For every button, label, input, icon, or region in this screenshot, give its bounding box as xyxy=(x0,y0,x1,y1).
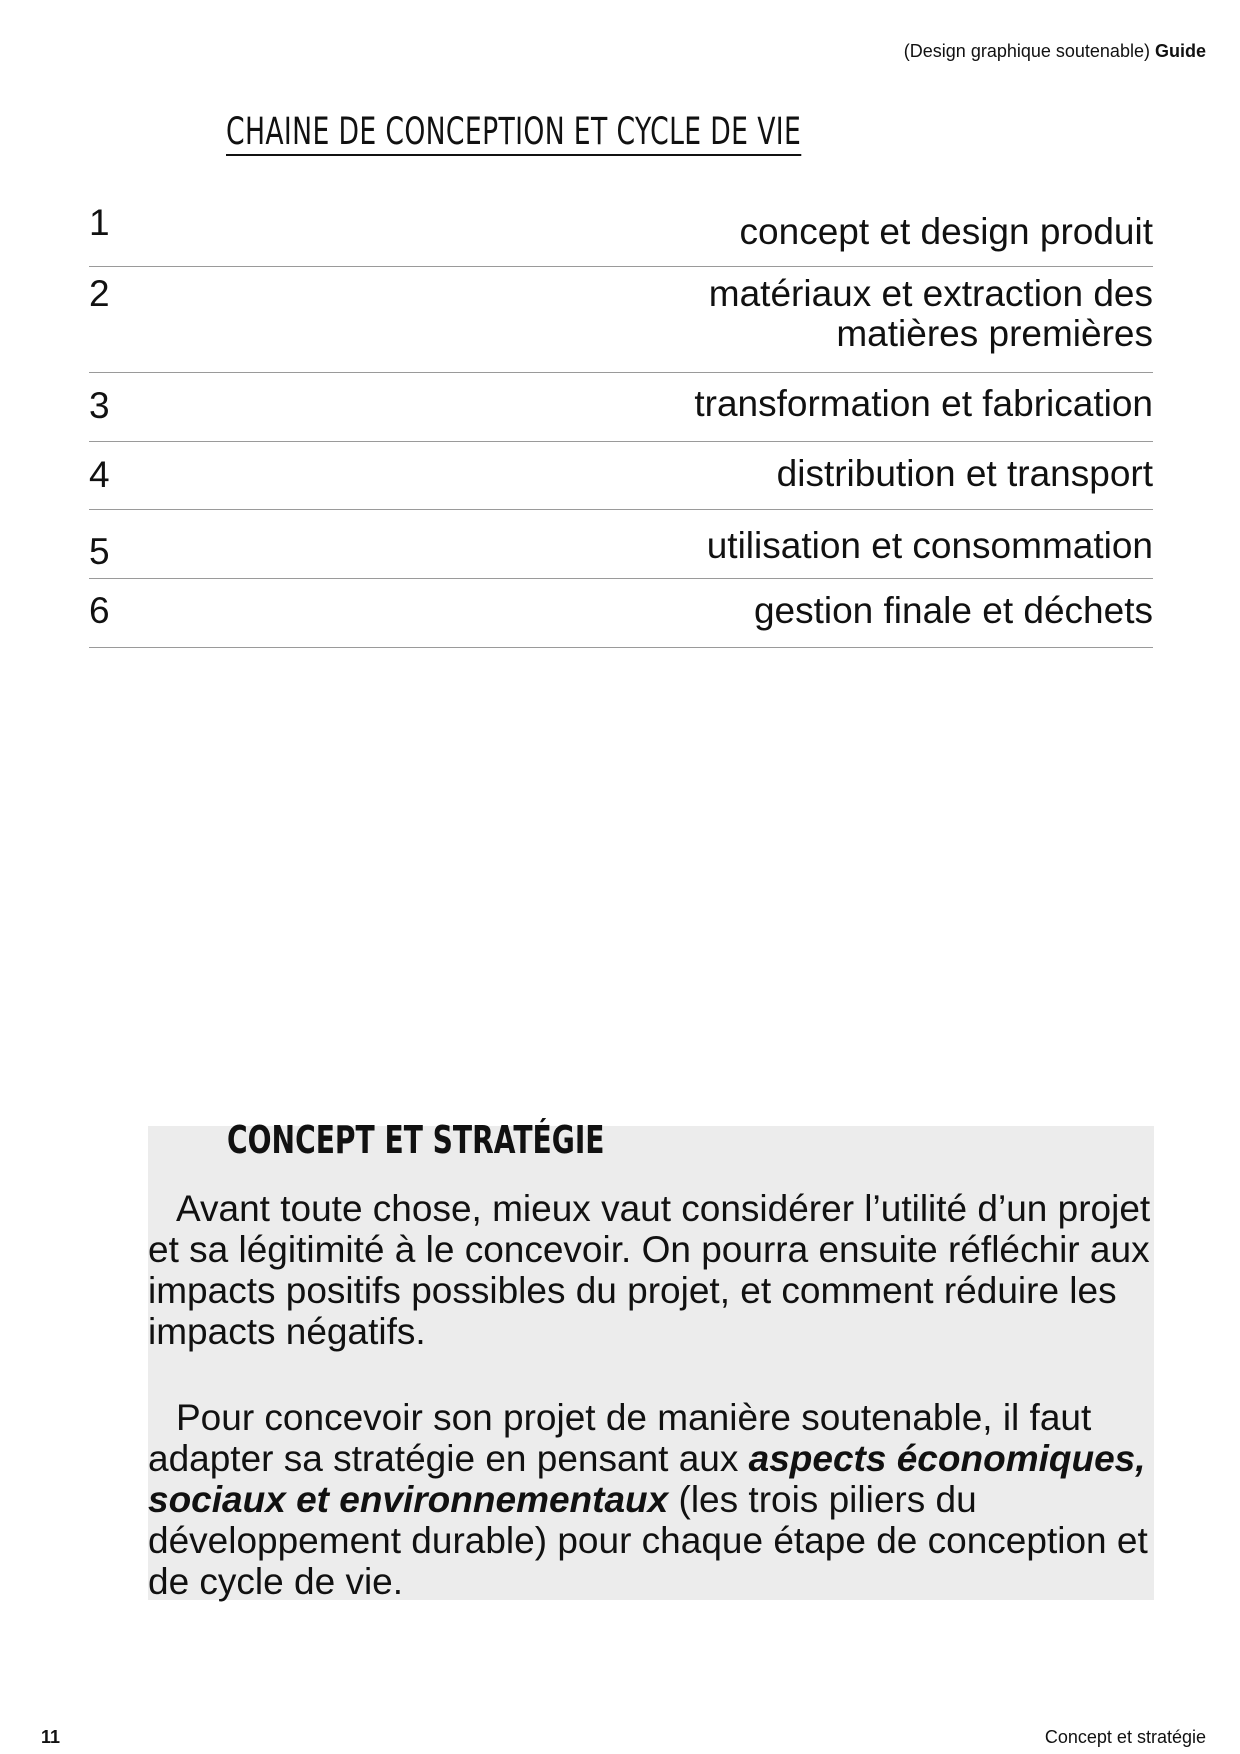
running-header xyxy=(904,41,1206,62)
stage-number: 4 xyxy=(89,454,110,495)
stage-row xyxy=(89,373,1153,442)
box-paragraph-2 xyxy=(148,1397,1158,1602)
stage-number: 6 xyxy=(89,590,110,631)
page-title: CHAINE DE CONCEPTION ET CYCLE DE VIE xyxy=(226,111,801,156)
lifecycle-stage-list xyxy=(89,202,1153,648)
stage-number: 2 xyxy=(89,273,110,314)
stage-number: 3 xyxy=(89,385,110,426)
paragraph-2-emphasis: aspects économiques, sociaux et environnementaux xyxy=(148,1438,1146,1520)
stage-label: gestion finale et déchets xyxy=(753,590,1153,631)
stage-row xyxy=(89,579,1153,648)
box-title: CONCEPT ET STRATÉGIE xyxy=(227,1118,605,1162)
stage-row xyxy=(89,510,1153,579)
stage-number: 5 xyxy=(89,531,110,572)
stage-label: concept et design produit xyxy=(739,211,1153,252)
page-number: 11 xyxy=(41,1727,61,1747)
header-series: (Design graphique soutenable) xyxy=(903,41,1150,61)
stage-label: transformation et fabrication xyxy=(694,383,1153,424)
header-section: Guide xyxy=(1154,41,1206,61)
paragraph-1-text: Avant toute chose, mieux vaut considérer l’utilité d’un projet et sa légitimité à le concevoir. On pourra ensuite réfléchir aux impacts positifs possibles du projet, et comment réduire les impacts négatifs. xyxy=(148,1188,1151,1352)
footer-chapter: Concept et stratégie xyxy=(1044,1727,1206,1747)
stage-label: matériaux et extraction des matières premières xyxy=(708,273,1153,354)
stage-row xyxy=(89,267,1153,373)
paragraph-2-after: (les trois piliers du développement durable) pour chaque étape de conception et de cycle de vie. xyxy=(148,1479,1148,1602)
stage-number: 1 xyxy=(89,202,110,243)
stage-row xyxy=(89,202,1153,267)
box-paragraph-1 xyxy=(148,1188,1158,1352)
stage-row xyxy=(89,442,1153,510)
paragraph-2-before: Pour concevoir son projet de manière soutenable, il faut adapter sa stratégie en pensant aux xyxy=(148,1397,1092,1479)
stage-label: distribution et transport xyxy=(776,453,1153,494)
stage-label: utilisation et consommation xyxy=(706,525,1153,566)
